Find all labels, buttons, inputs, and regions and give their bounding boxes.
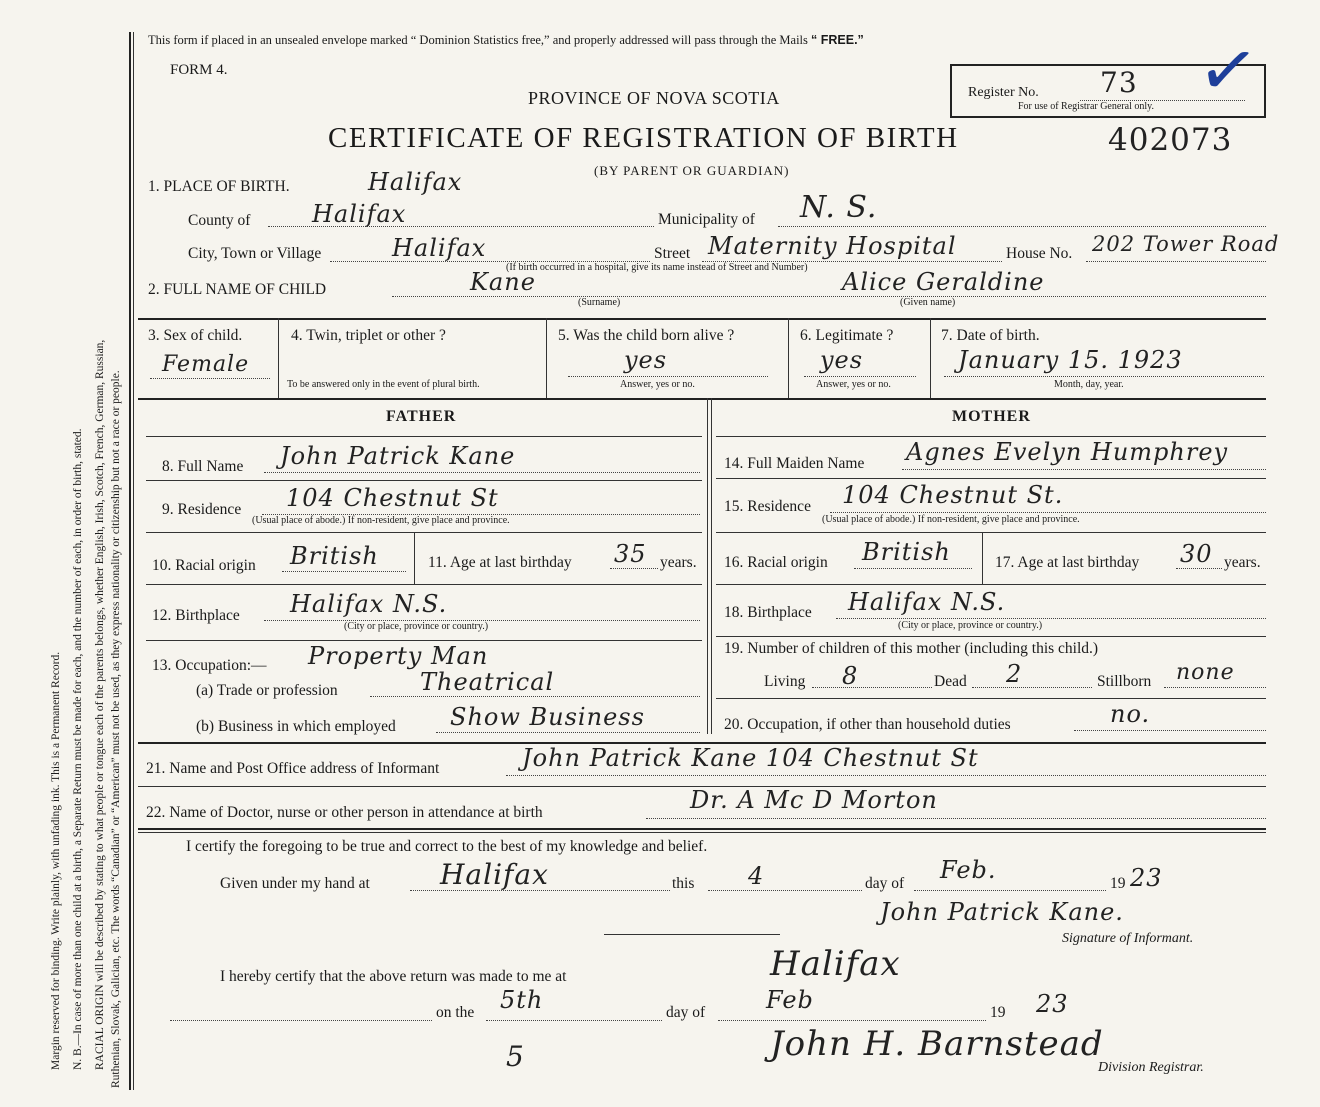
day-value: 4 xyxy=(748,862,765,890)
informant-value: John Patrick Kane 104 Chestnut St xyxy=(522,744,979,772)
house-line xyxy=(1086,261,1266,262)
mother-birthplace-label: 18. Birthplace xyxy=(724,604,812,621)
father-name-label: 8. Full Name xyxy=(162,458,244,475)
year-prefix: 19 xyxy=(1110,875,1126,892)
year-value: 23 xyxy=(1130,864,1163,892)
registrar-day: 5th xyxy=(500,986,544,1014)
living-label: Living xyxy=(764,673,806,690)
place-of-birth-label: 1. PLACE OF BIRTH. xyxy=(148,178,290,195)
given-under-label: Given under my hand at xyxy=(220,875,370,892)
register-note: For use of Registrar General only. xyxy=(1018,101,1154,112)
alive-label: 5. Was the child born alive ? xyxy=(558,327,735,344)
mother-res-line xyxy=(830,512,1266,513)
father-rule-2 xyxy=(146,532,702,533)
city-value: Halifax xyxy=(392,234,487,262)
this-label: this xyxy=(672,875,695,892)
dob-label: 7. Date of birth. xyxy=(941,327,1040,344)
mother-racial-value: British xyxy=(862,538,951,566)
father-business-label: (b) Business in which employed xyxy=(196,718,396,735)
registrar-month: Feb xyxy=(766,986,814,1014)
street-label: Street xyxy=(654,245,691,262)
register-value: 73 xyxy=(1100,66,1138,99)
place-of-birth-value: Halifax xyxy=(368,168,463,196)
twin-note: To be answered only in the event of plural birth. xyxy=(287,379,480,390)
registrar-place: Halifax xyxy=(770,944,901,984)
father-rule-3 xyxy=(146,584,702,585)
mother-rule-2 xyxy=(716,532,1266,533)
father-residence-label: 9. Residence xyxy=(162,501,242,518)
mother-birthplace-note: (City or place, province or country.) xyxy=(898,620,1043,631)
father-name-line xyxy=(264,472,700,473)
registrar-year-prefix: 19 xyxy=(990,1004,1006,1021)
mother-birthplace-value: Halifax N.S. xyxy=(848,588,1006,616)
alive-note: Answer, yes or no. xyxy=(620,379,695,390)
mother-age-unit: years. xyxy=(1224,554,1261,571)
stillborn-label: Stillborn xyxy=(1097,673,1152,690)
doctor-line xyxy=(646,818,1266,819)
alive-value: yes xyxy=(624,346,668,374)
registrar-place-line xyxy=(170,1020,432,1021)
certify-statement: I certify the foregoing to be true and correct to the best of my knowledge and belief. xyxy=(186,838,708,855)
child-name-label: 2. FULL NAME OF CHILD xyxy=(148,281,327,298)
registrar-day-line xyxy=(486,1020,662,1021)
parents-divider xyxy=(707,398,708,734)
mother-rule-5 xyxy=(716,698,1266,699)
signature-caption: Signature of Informant. xyxy=(1062,931,1194,946)
father-residence-value: 104 Chestnut St xyxy=(286,484,499,512)
child-name-line xyxy=(392,296,1266,297)
doctor-rule xyxy=(138,828,1266,830)
registrar-signature: John H. Barnstead xyxy=(770,1024,1104,1064)
dead-label: Dead xyxy=(934,673,967,690)
check-mark-icon: ✓ xyxy=(1192,27,1264,115)
mother-residence-note: (Usual place of abode.) If non-resident, give place and province. xyxy=(822,514,1080,525)
mother-name-line xyxy=(902,469,1266,470)
father-racial-value: British xyxy=(290,542,379,570)
dob-value: January 15. 1923 xyxy=(958,346,1183,374)
mother-heading: MOTHER xyxy=(952,408,1031,425)
mother-occupation-label: 20. Occupation, if other than household duties xyxy=(724,716,1011,733)
surname-caption: (Surname) xyxy=(578,297,621,308)
binding-rule-2 xyxy=(133,32,134,1090)
register-label: Register No. xyxy=(968,85,1039,100)
legit-line xyxy=(804,376,916,377)
street-value: Maternity Hospital xyxy=(708,232,957,260)
father-occupation-value: Property Man xyxy=(308,642,489,670)
county-label: County of xyxy=(188,212,251,229)
row3-top xyxy=(138,318,1266,320)
father-name-value: John Patrick Kane xyxy=(280,442,516,470)
registrar-caption: Division Registrar. xyxy=(1098,1060,1204,1075)
sex-line xyxy=(150,378,270,379)
mother-residence-value: 104 Chestnut St. xyxy=(842,481,1064,509)
row3-div1 xyxy=(278,318,279,398)
stillborn-value: none xyxy=(1176,660,1235,685)
given-place-value: Halifax xyxy=(440,858,549,891)
hospital-note: (If birth occurred in a hospital, give its name instead of Street and Number) xyxy=(506,262,808,273)
mother-occupation-value: no. xyxy=(1110,700,1151,728)
doctor-label: 22. Name of Doctor, nurse or other person in attendance at birth xyxy=(146,804,543,821)
city-label: City, Town or Village xyxy=(188,245,322,262)
mother-rule-1 xyxy=(716,478,1266,479)
row3-bottom xyxy=(138,398,1266,400)
mother-racial-label: 16. Racial origin xyxy=(724,554,828,571)
father-age-unit: years. xyxy=(660,554,697,571)
day-of-label: day of xyxy=(865,875,905,892)
registrar-statement: I hereby certify that the above return was made to me at xyxy=(220,968,567,985)
municipality-value: N. S. xyxy=(800,190,878,225)
dead-value: 2 xyxy=(1006,660,1023,688)
mother-residence-label: 15. Residence xyxy=(724,498,811,515)
registrar-number: 5 xyxy=(506,1040,525,1073)
informant-line xyxy=(506,775,1266,776)
certificate-title: CERTIFICATE OF REGISTRATION OF BIRTH xyxy=(328,122,959,154)
sex-value: Female xyxy=(162,352,250,377)
municipality-line xyxy=(778,226,1266,227)
on-the-label: on the xyxy=(436,1004,475,1021)
municipality-label: Municipality of xyxy=(658,211,755,228)
row3-div4 xyxy=(930,318,931,398)
month-value: Feb. xyxy=(940,856,997,884)
father-racial-div xyxy=(414,532,415,584)
house-label: House No. xyxy=(1006,245,1073,262)
child-given-name: Alice Geraldine xyxy=(842,268,1045,296)
legitimate-value: yes xyxy=(820,346,864,374)
form-number: FORM 4. xyxy=(170,62,228,78)
doctor-rule-2 xyxy=(138,832,1266,833)
row3-div3 xyxy=(788,318,789,398)
father-racial-line xyxy=(282,571,406,572)
father-occupation-label: 13. Occupation:— xyxy=(152,657,267,674)
margin-note-1: Margin reserved for binding. Write plainly, with unfading ink. This is a Permanent Record. xyxy=(50,651,62,1070)
legitimate-label: 6. Legitimate ? xyxy=(800,327,894,344)
father-business-value: Show Business xyxy=(450,703,645,731)
doctor-value: Dr. A Mc D Morton xyxy=(690,786,938,814)
given-name-caption: (Given name) xyxy=(900,297,956,308)
father-age-label: 11. Age at last birthday xyxy=(428,554,572,571)
father-residence-note: (Usual place of abode.) If non-resident, give place and province. xyxy=(252,515,510,526)
mother-children-label: 19. Number of children of this mother (including this child.) xyxy=(724,640,1099,657)
mail-note-text: This form if placed in an unsealed envelope marked “ Dominion Statistics free,” and properly addressed will pass through the Mails xyxy=(148,33,808,47)
binding-rule xyxy=(129,32,131,1090)
father-trade-value: Theatrical xyxy=(420,668,555,696)
mother-age-line xyxy=(1176,568,1222,569)
father-rule-4 xyxy=(146,640,702,641)
row3-div2 xyxy=(546,318,547,398)
mother-racial-div xyxy=(982,532,983,584)
margin-note-2: N. B.—In case of more than one child at a birth, a Separate Return must be made for each, and the number of each, in order of birth, stated. xyxy=(72,428,84,1070)
father-birthplace-label: 12. Birthplace xyxy=(152,607,240,624)
county-value: Halifax xyxy=(312,200,407,228)
mother-name-value: Agnes Evelyn Humphrey xyxy=(906,438,1229,466)
mother-rule-4 xyxy=(716,636,1266,637)
heading-rule-left xyxy=(146,436,702,437)
mother-racial-line xyxy=(854,568,972,569)
father-business-line xyxy=(436,732,700,733)
mother-occ-line xyxy=(1074,730,1266,731)
alive-line xyxy=(568,376,768,377)
house-value: 202 Tower Road xyxy=(1092,232,1280,256)
dead-line xyxy=(972,687,1092,688)
legitimate-note: Answer, yes or no. xyxy=(816,379,891,390)
margin-note-3: RACIAL ORIGIN will be described by stating to what people or tongue each of the parents belongs, whether English, Irish, Scotch, French, German, Russian, xyxy=(94,339,106,1070)
margin-note-4: Ruthenian, Slovak, Galician, etc. The words “Canadian” or “American” must not be used, as they express nationality or citizenship but not a race or people. xyxy=(110,370,122,1088)
father-racial-label: 10. Racial origin xyxy=(152,557,256,574)
living-value: 8 xyxy=(842,662,859,690)
registrar-month-line xyxy=(718,1020,986,1021)
father-age-line xyxy=(610,568,658,569)
father-birthplace-note: (City or place, province or country.) xyxy=(344,621,489,632)
child-surname: Kane xyxy=(470,268,536,296)
heading-rule-right xyxy=(716,436,1266,437)
mail-note-free: “ FREE.” xyxy=(811,33,864,47)
dob-line xyxy=(944,376,1264,377)
day-line xyxy=(708,890,862,891)
signature-stroke xyxy=(604,934,780,935)
stamped-number: 402073 xyxy=(1108,122,1233,158)
father-age-value: 35 xyxy=(614,540,647,568)
informant-signature: John Patrick Kane. xyxy=(880,898,1124,926)
month-line xyxy=(914,890,1106,891)
province-heading: PROVINCE OF NOVA SCOTIA xyxy=(528,88,780,108)
informant-label: 21. Name and Post Office address of Informant xyxy=(146,760,440,777)
mother-name-label: 14. Full Maiden Name xyxy=(724,455,865,472)
father-trade-line xyxy=(370,696,700,697)
father-heading: FATHER xyxy=(386,408,457,425)
sex-label: 3. Sex of child. xyxy=(148,327,243,344)
mother-bp-line xyxy=(836,618,1266,619)
living-line xyxy=(812,687,932,688)
father-rule-1 xyxy=(146,480,702,481)
parents-divider-2 xyxy=(711,398,712,734)
stillborn-line xyxy=(1164,687,1266,688)
mother-age-value: 30 xyxy=(1180,540,1213,568)
father-trade-label: (a) Trade or profession xyxy=(196,682,338,699)
registrar-year: 23 xyxy=(1036,990,1069,1018)
twin-label: 4. Twin, triplet or other ? xyxy=(291,327,446,344)
registrar-day-of: day of xyxy=(666,1004,706,1021)
mother-rule-3 xyxy=(716,584,1266,585)
mail-note xyxy=(148,33,864,48)
mother-age-label: 17. Age at last birthday xyxy=(995,554,1140,571)
father-birthplace-value: Halifax N.S. xyxy=(290,590,448,618)
subtitle: (BY PARENT OR GUARDIAN) xyxy=(594,163,790,178)
dob-note: Month, day, year. xyxy=(1054,379,1124,390)
